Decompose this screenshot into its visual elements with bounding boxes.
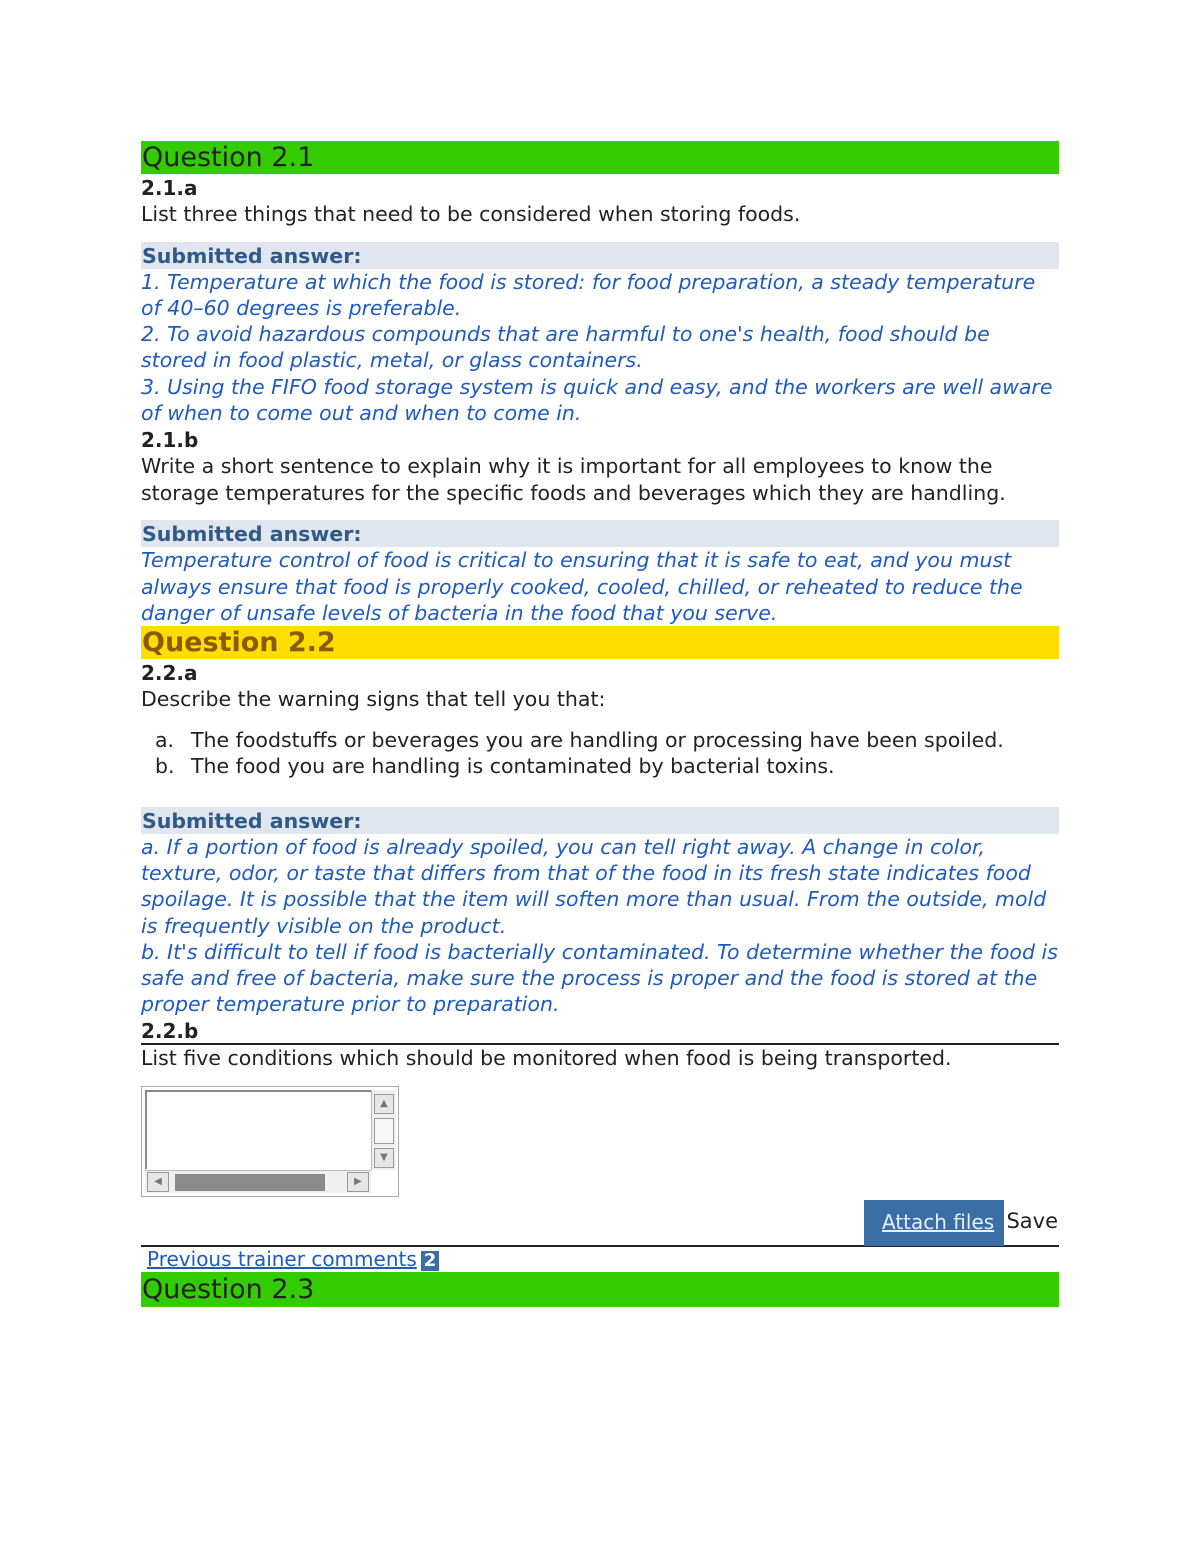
subquestion-2-1-a-label: 2.1.a (141, 176, 198, 200)
warning-signs-list (141, 727, 1059, 780)
answer-line: b. It's difficult to tell if food is bacterially contaminated. To determine whether the food is safe and free of bacteria, make sure the process is proper and the food is stored at the proper temperature prior to preparation. (141, 939, 1058, 1017)
attach-files-button[interactable] (864, 1200, 1004, 1246)
save-button[interactable]: Save (1006, 1209, 1058, 1234)
list-marker: a. (155, 727, 175, 752)
scroll-left-arrow-icon[interactable]: ◀ (147, 1172, 169, 1192)
vertical-scroll-thumb[interactable] (374, 1118, 394, 1144)
submitted-answer-2-1-a (141, 269, 1059, 427)
submitted-answer-heading: Submitted answer: (141, 807, 1059, 834)
horizontal-scrollbar[interactable] (145, 1170, 371, 1193)
scroll-down-arrow-icon[interactable]: ▼ (374, 1148, 394, 1168)
answer-line: 3. Using the FIFO food storage system is quick and easy, and the workers are well aware of when to come out and when to come in. (141, 374, 1053, 425)
submitted-answer-2-2-a (141, 834, 1059, 1018)
list-item-text: The food you are handling is contaminated by bacterial toxins. (191, 754, 835, 779)
document-page (141, 141, 1059, 1307)
previous-trainer-comments[interactable] (141, 1247, 1059, 1271)
answer-textarea-input[interactable] (145, 1090, 373, 1169)
scroll-up-arrow-icon[interactable]: ▲ (374, 1094, 394, 1114)
question-2-3-header: Question 2.3 (141, 1272, 1059, 1307)
answer-textarea[interactable] (141, 1086, 399, 1197)
submitted-answer-heading: Submitted answer: (141, 242, 1059, 269)
scroll-right-arrow-icon[interactable]: ▶ (347, 1172, 369, 1192)
subquestion-2-2-a-label: 2.2.a (141, 661, 198, 686)
submitted-answer-heading: Submitted answer: (141, 520, 1059, 547)
subquestion-2-2-b-label: 2.2.b (141, 1018, 199, 1043)
list-marker: b. (155, 754, 175, 779)
question-2-2-header: Question 2.2 (141, 626, 1059, 659)
list-item-text: The foodstuffs or beverages you are handling or processing have been spoiled. (191, 727, 1004, 752)
subquestion-2-1-b-text: Write a short sentence to explain why it is important for all employees to know the storage temperatures for the specific foods and beverages which they are handling. (141, 454, 1006, 505)
submitted-answer-2-1-b: Temperature control of food is critical to ensuring that it is safe to eat, and you must always ensure that food is properly cooked, cooled, chilled, or reheated to reduce the danger of unsafe levels of bacteria in the food that you serve. (141, 548, 1023, 625)
horizontal-scroll-thumb[interactable] (175, 1174, 325, 1191)
list-item (141, 753, 1059, 780)
subquestion-2-2-a-text: Describe the warning signs that tell you that: (141, 687, 606, 712)
answer-line: a. If a portion of food is already spoiled, you can tell right away. A change in color, texture, odor, or taste that differs from that of the food in its fresh state indicates food spoilage. It is possible that the item will soften more than usual. From the outside, mold is frequently visible on the product. (141, 834, 1047, 938)
subquestion-2-1-a-text: List three things that need to be considered when storing foods. (141, 202, 801, 226)
previous-trainer-comments-link[interactable]: Previous trainer comments (147, 1247, 417, 1272)
answer-actions (141, 1200, 1059, 1246)
question-2-1-header: Question 2.1 (141, 141, 1059, 174)
subquestion-2-2-b-text: List five conditions which should be monitored when food is being transported. (141, 1045, 952, 1070)
answer-line: 2. To avoid hazardous compounds that are harmful to one's health, food should be stored in food plastic, metal, or glass containers. (141, 322, 990, 373)
subquestion-2-1-b-label: 2.1.b (141, 428, 199, 453)
comments-count-badge: 2 (421, 1251, 440, 1271)
answer-line: 1. Temperature at which the food is stored: for food preparation, a steady temperature of 40–60 degrees is preferable. (141, 269, 1036, 320)
vertical-scrollbar[interactable] (371, 1090, 396, 1170)
attach-files-label: Attach files (882, 1210, 995, 1235)
list-item (141, 727, 1059, 754)
